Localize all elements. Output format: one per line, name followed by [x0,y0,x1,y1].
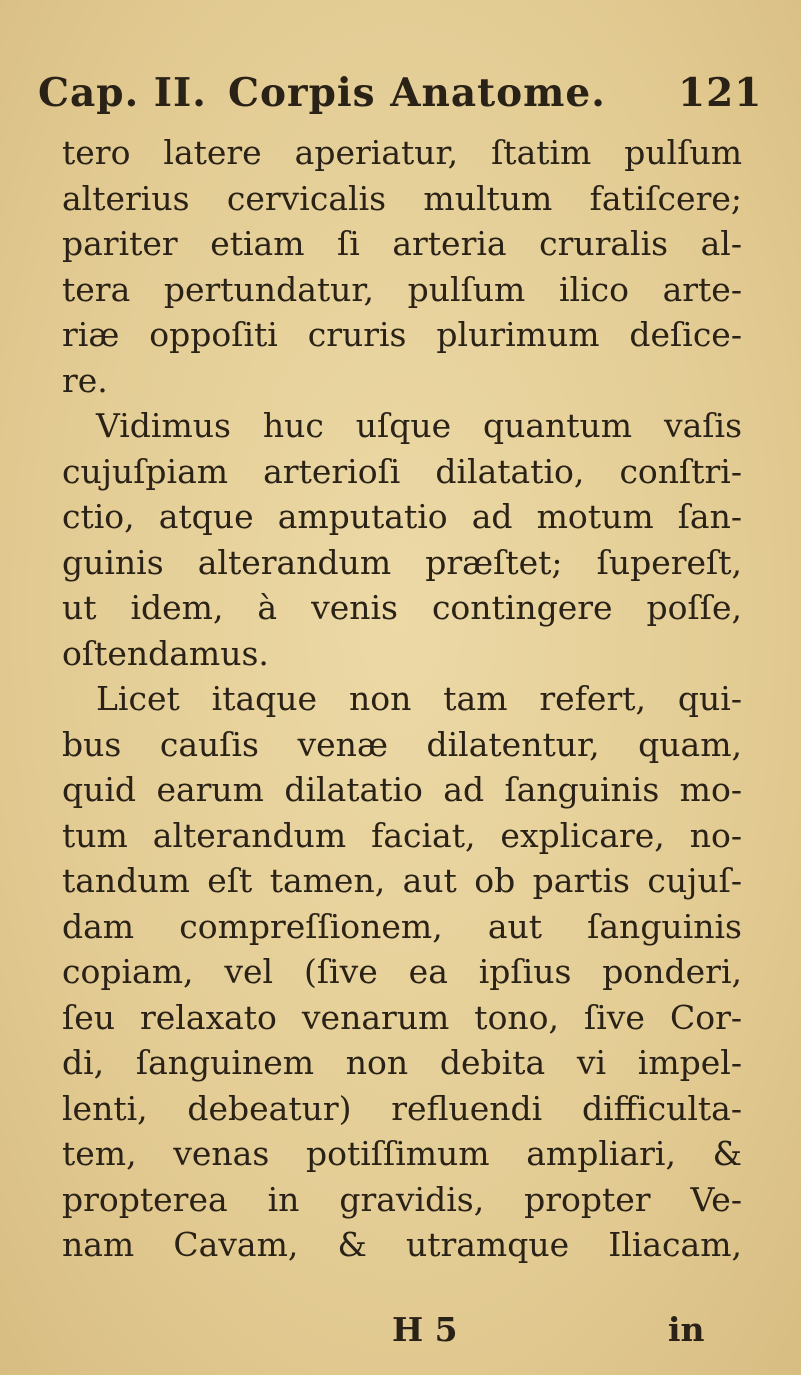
running-head [38,70,763,130]
text-line: tum alterandum faciat, explicare, no- [62,815,742,855]
text-line: re. [62,360,108,400]
text-line: propterea in gravidis, propter Ve- [62,1179,742,1219]
text-line: quid earum dilatatio ad ſanguinis mo- [62,770,742,809]
text-line: Licet itaque non tam refert, qui- [96,679,742,718]
text-line: copiam, vel (ſive ea ipſius ponderi, [62,952,742,991]
text-line: lenti, debeatur) refluendi difficulta- [62,1088,742,1128]
text-line: ſeu relaxato venarum tono, ſive Cor- [62,997,742,1037]
text-line: oſtendamus. [62,633,269,673]
text-line: nam Cavam, & utramque Iliacam, [62,1225,742,1264]
page-footer [0,1310,801,1355]
text-line: Vidimus huc uſque quantum vaſis [96,406,742,445]
body-text [62,130,742,1268]
text-line: pariter etiam ſi arteria cruralis al- [62,224,742,263]
text-line: ctio, atque amputatio ad motum ſan- [62,497,742,536]
text-line: tandum eſt tamen, aut ob partis cujuſ- [62,861,742,900]
text-line: dam compreſſionem, aut ſanguinis [62,906,742,946]
signature-mark: H 5 [392,1310,458,1349]
text-line: tem, venas potiſſimum ampliari, & [62,1134,742,1173]
text-line: tero latere aperiatur, ſtatim pulſum [62,133,742,172]
catchword: in [668,1310,705,1349]
running-title: Corpis Anatome. [228,70,606,116]
text-line: di, ſanguinem non debita vi impel- [62,1043,742,1082]
text-line: guinis alterandum præſtet; ſupereſt, [62,542,742,582]
text-line: alterius cervicalis multum fatiſcere; [62,178,742,218]
text-line: cujuſpiam arterioſi dilatatio, conſtri- [62,451,742,491]
text-line: ut idem, à venis contingere poſſe, [62,588,742,627]
text-line: riæ oppoſiti cruris plurimum deſice- [62,315,742,354]
text-line: tera pertundatur, pulſum ilico arte- [62,269,742,309]
page-number: 121 [678,70,763,116]
chapter-label: Cap. II. [38,70,207,116]
text-line: bus cauſis venæ dilatentur, quam, [62,724,742,764]
